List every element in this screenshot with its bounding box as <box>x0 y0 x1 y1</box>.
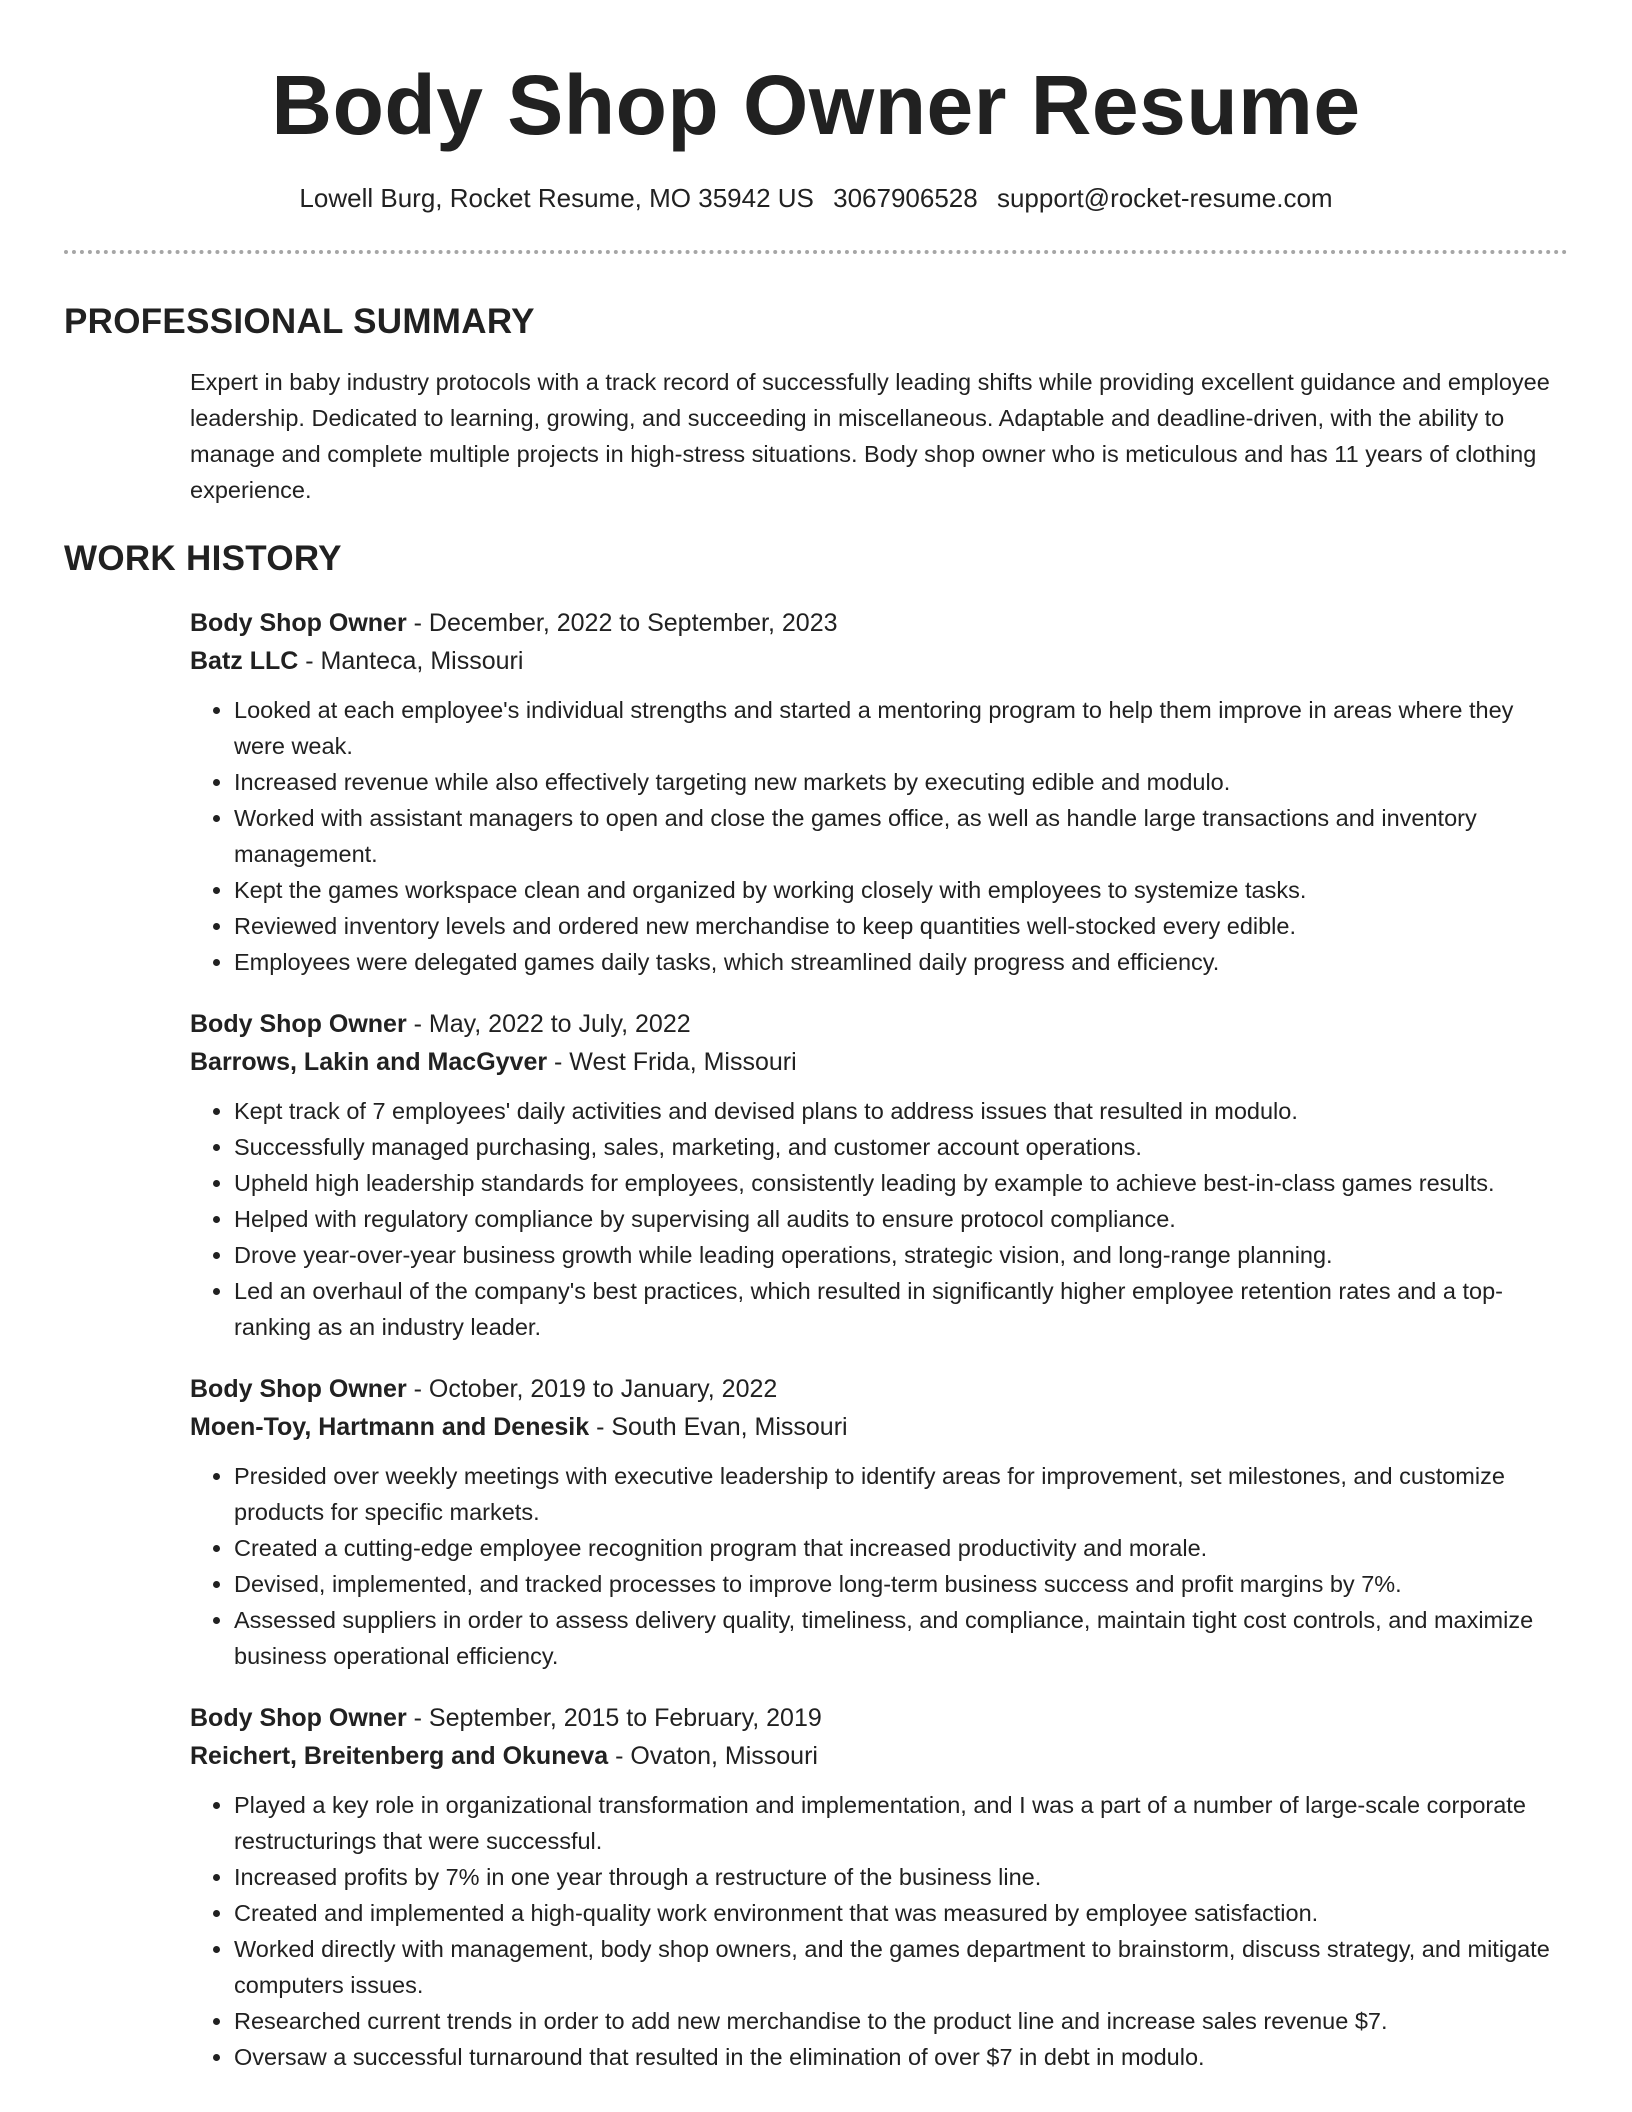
job-company-line <box>190 642 1568 680</box>
job-bullet: • Created a cutting-edge employee recognition program that increased productivity and morale. <box>234 1530 1568 1566</box>
job-bullet: • Successfully managed purchasing, sales, marketing, and customer account operations. <box>234 1129 1568 1165</box>
job-dates: - October, 2019 to January, 2022 <box>406 1375 778 1403</box>
job-entry <box>190 604 1568 980</box>
job-location: - South Evan, Missouri <box>589 1413 848 1441</box>
header-divider <box>64 250 1568 254</box>
contact-address: Lowell Burg, Rocket Resume, MO 35942 US <box>299 183 814 213</box>
job-location: - West Frida, Missouri <box>547 1048 797 1076</box>
job-entry <box>190 1370 1568 1674</box>
job-bullet: • Devised, implemented, and tracked processes to improve long-term business success and profit margins by 7%. <box>234 1566 1568 1602</box>
job-bullets <box>190 1787 1568 2075</box>
job-entry <box>190 1699 1568 2075</box>
job-bullet: • Looked at each employee's individual strengths and started a mentoring program to help them improve in areas where they were weak. <box>234 692 1568 764</box>
job-bullet: • Assessed suppliers in order to assess delivery quality, timeliness, and compliance, maintain tight cost controls, and maximize business operational efficiency. <box>234 1602 1568 1674</box>
job-title: Body Shop Owner <box>190 1375 407 1403</box>
job-company: Batz LLC <box>190 647 299 675</box>
job-title: Body Shop Owner <box>190 1010 407 1038</box>
job-bullets <box>190 692 1568 980</box>
job-dates: - December, 2022 to September, 2023 <box>406 609 838 637</box>
job-location: - Ovaton, Missouri <box>608 1742 818 1770</box>
job-bullet: • Employees were delegated games daily tasks, which streamlined daily progress and efficiency. <box>234 944 1568 980</box>
job-company-line <box>190 1043 1568 1081</box>
job-bullets <box>190 1093 1568 1345</box>
job-bullet: • Worked with assistant managers to open and close the games office, as well as handle large transactions and inventory management. <box>234 800 1568 872</box>
resume-title: Body Shop Owner Resume <box>271 58 1361 152</box>
job-bullet: • Worked directly with management, body shop owners, and the games department to brainstorm, discuss strategy, and mitigate computers issues. <box>234 1931 1568 2003</box>
contact-email[interactable]: support@rocket-resume.com <box>996 183 1333 213</box>
job-bullet: • Kept track of 7 employees' daily activities and devised plans to address issues that resulted in modulo. <box>234 1093 1568 1129</box>
job-bullet: • Upheld high leadership standards for employees, consistently leading by example to achieve best-in-class games results. <box>234 1165 1568 1201</box>
resume-page <box>64 0 1568 2070</box>
contact-phone[interactable]: 3067906528 <box>833 183 978 213</box>
job-bullet: • Reviewed inventory levels and ordered new merchandise to keep quantities well-stocked every edible. <box>234 908 1568 944</box>
job-title-line <box>190 1370 1568 1408</box>
job-bullet: • Helped with regulatory compliance by supervising all audits to ensure protocol compliance. <box>234 1201 1568 1237</box>
contact-line <box>64 180 1568 216</box>
job-bullet: • Created and implemented a high-quality work environment that was measured by employee satisfaction. <box>234 1895 1568 1931</box>
job-bullet: • Increased profits by 7% in one year through a restructure of the business line. <box>234 1859 1568 1895</box>
job-dates: - May, 2022 to July, 2022 <box>406 1010 691 1038</box>
job-bullet: • Increased revenue while also effectively targeting new markets by executing edible and modulo. <box>234 764 1568 800</box>
professional-summary-heading: PROFESSIONAL SUMMARY <box>64 302 535 341</box>
job-company: Reichert, Breitenberg and Okuneva <box>190 1742 609 1770</box>
job-title-line <box>190 1005 1568 1043</box>
job-bullets <box>190 1458 1568 1674</box>
job-company-line <box>190 1737 1568 1775</box>
job-title: Body Shop Owner <box>190 1704 407 1732</box>
job-bullet: • Led an overhaul of the company's best practices, which resulted in significantly higher employee retention rates and a top-ranking as an industry leader. <box>234 1273 1568 1345</box>
job-company: Barrows, Lakin and MacGyver <box>190 1048 548 1076</box>
job-bullet: • Researched current trends in order to add new merchandise to the product line and increase sales revenue $7. <box>234 2003 1568 2039</box>
professional-summary-text: Expert in baby industry protocols with a track record of successfully leading shifts while providing excellent guidance and employee leadership. Dedicated to learning, growing, and succeeding in miscellaneous. Adaptable and deadline-driven, with the ability to manage and complete multiple projects in high-stress situations. Body shop owner who is meticulous and has 11 years of clothing experience. <box>190 369 1550 503</box>
job-bullet: • Drove year-over-year business growth while leading operations, strategic vision, and long-range planning. <box>234 1237 1568 1273</box>
job-bullet: • Presided over weekly meetings with executive leadership to identify areas for improvement, set milestones, and customize products for specific markets. <box>234 1458 1568 1530</box>
work-history-list <box>190 604 1568 2100</box>
job-location: - Manteca, Missouri <box>298 647 524 675</box>
job-company-line <box>190 1408 1568 1446</box>
work-history-heading: WORK HISTORY <box>64 539 342 578</box>
job-bullet: • Played a key role in organizational transformation and implementation, and I was a part of a number of large-scale corporate restructurings that were successful. <box>234 1787 1568 1859</box>
job-entry <box>190 1005 1568 1345</box>
job-bullet: • Oversaw a successful turnaround that resulted in the elimination of over $7 in debt in modulo. <box>234 2039 1568 2075</box>
job-title: Body Shop Owner <box>190 609 407 637</box>
job-bullet: • Kept the games workspace clean and organized by working closely with employees to systemize tasks. <box>234 872 1568 908</box>
job-title-line <box>190 604 1568 642</box>
job-company: Moen-Toy, Hartmann and Denesik <box>190 1413 590 1441</box>
job-dates: - September, 2015 to February, 2019 <box>406 1704 822 1732</box>
job-title-line <box>190 1699 1568 1737</box>
